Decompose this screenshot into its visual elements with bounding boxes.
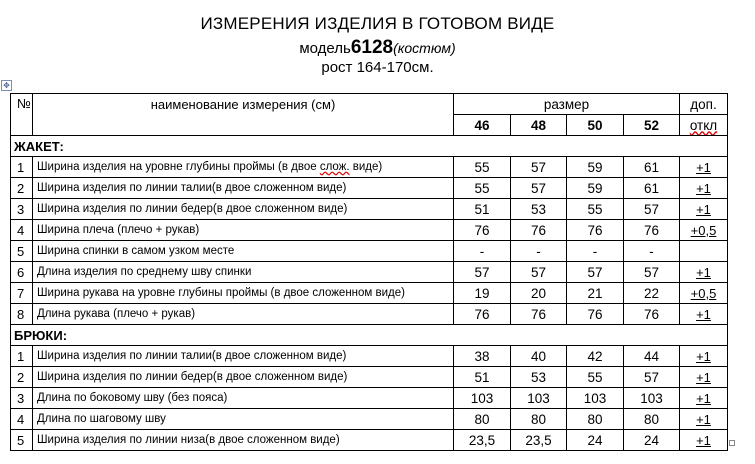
size-value-50: 76 — [567, 220, 624, 241]
tolerance-text: +1 — [696, 411, 711, 427]
size-value-46: 55 — [454, 157, 511, 178]
tolerance-text: +1 — [696, 306, 711, 322]
size-value-48: 76 — [511, 304, 567, 325]
height-range: рост 164-170см. — [321, 59, 434, 76]
size-value-46: - — [454, 241, 511, 262]
model-prefix: модель — [299, 40, 351, 57]
row-number: 8 — [11, 304, 33, 325]
size-value-52: 103 — [624, 388, 680, 409]
table-resize-handle[interactable] — [729, 440, 735, 446]
size-value-48: - — [511, 241, 567, 262]
size-value-50: 59 — [567, 157, 624, 178]
size-value-52: 57 — [624, 199, 680, 220]
size-header-50: 50 — [567, 115, 624, 136]
document-title: ИЗМЕРЕНИЯ ИЗДЕЛИЯ В ГОТОВОМ ВИДЕ — [200, 14, 555, 33]
size-value-46: 55 — [454, 178, 511, 199]
size-value-52: 57 — [624, 367, 680, 388]
model-number: 6128 — [350, 37, 394, 58]
tolerance-text: +1 — [696, 264, 711, 280]
row-number: 1 — [11, 346, 33, 367]
size-value-50: 42 — [567, 346, 624, 367]
size-value-50: 57 — [567, 262, 624, 283]
size-value-48: 20 — [511, 283, 567, 304]
tolerance-value — [680, 304, 728, 325]
table-row — [11, 199, 728, 220]
table-row — [11, 409, 728, 430]
size-header-52: 52 — [624, 115, 680, 136]
table-row — [11, 262, 728, 283]
tolerance-value — [680, 262, 728, 283]
measurement-name: Ширина изделия по линии талии(в двое сложенном виде) — [33, 178, 454, 199]
row-number: 6 — [11, 262, 33, 283]
measurement-name: Длина рукава (плечо + рукав) — [33, 304, 454, 325]
table-row — [11, 178, 728, 199]
row-number: 2 — [11, 367, 33, 388]
size-value-50: - — [567, 241, 624, 262]
tolerance-value — [680, 241, 728, 262]
table-row — [11, 367, 728, 388]
section-title: БРЮКИ: — [11, 325, 728, 346]
tolerance-text: +0,5 — [690, 285, 717, 301]
size-value-46: 51 — [454, 199, 511, 220]
header-size: размер — [454, 94, 680, 115]
size-value-50: 59 — [567, 178, 624, 199]
size-value-52: - — [624, 241, 680, 262]
table-row — [11, 430, 728, 451]
measurement-name: Ширина изделия по линии талии(в двое сложенном виде) — [33, 346, 454, 367]
tolerance-text: +1 — [696, 348, 711, 364]
size-value-50: 80 — [567, 409, 624, 430]
size-value-52: 80 — [624, 409, 680, 430]
header-tolerance-2-text: откл — [689, 117, 718, 133]
tolerance-value — [680, 199, 728, 220]
size-header-46: 46 — [454, 115, 511, 136]
section-title: ЖАКЕТ: — [11, 136, 728, 157]
size-value-52: 44 — [624, 346, 680, 367]
size-value-48: 76 — [511, 220, 567, 241]
tolerance-value — [680, 388, 728, 409]
tolerance-text: +1 — [696, 159, 711, 175]
size-value-46: 51 — [454, 367, 511, 388]
size-value-46: 57 — [454, 262, 511, 283]
table-row — [11, 241, 728, 262]
measurement-name: Ширина рукава на уровне глубины проймы (в двое сложенном виде) — [33, 283, 454, 304]
table-row — [11, 220, 728, 241]
tolerance-value — [680, 220, 728, 241]
size-value-46: 19 — [454, 283, 511, 304]
header-tolerance-2 — [680, 115, 728, 136]
spellcheck-word: слож. — [319, 161, 350, 173]
size-value-46: 76 — [454, 220, 511, 241]
tolerance-value — [680, 430, 728, 451]
header-tolerance-1: доп. — [680, 94, 728, 115]
tolerance-text: +1 — [696, 180, 711, 196]
table-row — [11, 304, 728, 325]
tolerance-text: +0,5 — [690, 222, 717, 238]
size-value-52: 22 — [624, 283, 680, 304]
measurement-name: Ширина изделия по линии бедер(в двое сложенном виде) — [33, 199, 454, 220]
size-value-48: 103 — [511, 388, 567, 409]
model-line — [0, 37, 755, 59]
measurement-name: Длина по боковому шву (без пояса) — [33, 388, 454, 409]
tolerance-value — [680, 157, 728, 178]
row-number: 7 — [11, 283, 33, 304]
measurement-name: Ширина изделия на уровне глубины проймы (в двое слож. виде) — [33, 157, 454, 178]
tolerance-text: +1 — [696, 432, 711, 448]
tolerance-value — [680, 367, 728, 388]
size-value-48: 53 — [511, 367, 567, 388]
row-number: 5 — [11, 241, 33, 262]
size-value-52: 76 — [624, 304, 680, 325]
tolerance-value — [680, 178, 728, 199]
size-value-46: 80 — [454, 409, 511, 430]
tolerance-value — [680, 409, 728, 430]
measurement-name: Ширина изделия по линии низа(в двое сложенном виде) — [33, 430, 454, 451]
table-row — [11, 283, 728, 304]
measurement-name: Ширина изделия по линии бедер(в двое сложенном виде) — [33, 367, 454, 388]
size-value-48: 40 — [511, 346, 567, 367]
table-row — [11, 388, 728, 409]
row-number: 1 — [11, 157, 33, 178]
size-value-48: 57 — [511, 178, 567, 199]
table-row — [11, 157, 728, 178]
row-number: 3 — [11, 199, 33, 220]
size-value-48: 57 — [511, 262, 567, 283]
size-value-52: 61 — [624, 178, 680, 199]
table-move-handle-icon[interactable]: ✥ — [1, 80, 12, 91]
size-value-50: 21 — [567, 283, 624, 304]
size-value-48: 23,5 — [511, 430, 567, 451]
size-value-50: 55 — [567, 367, 624, 388]
tolerance-text: +1 — [696, 369, 711, 385]
row-number: 3 — [11, 388, 33, 409]
size-value-48: 57 — [511, 157, 567, 178]
measurement-name: Ширина плеча (плечо + рукав) — [33, 220, 454, 241]
size-header-48: 48 — [511, 115, 567, 136]
tolerance-text: +1 — [696, 201, 711, 217]
row-number: 2 — [11, 178, 33, 199]
size-value-50: 103 — [567, 388, 624, 409]
size-value-46: 38 — [454, 346, 511, 367]
tolerance-text: +1 — [696, 390, 711, 406]
measurement-name: Длина по шаговому шву — [33, 409, 454, 430]
tolerance-value — [680, 346, 728, 367]
table-row — [11, 346, 728, 367]
model-note: (костюм) — [393, 40, 456, 56]
size-value-46: 103 — [454, 388, 511, 409]
size-value-46: 76 — [454, 304, 511, 325]
row-number: 4 — [11, 409, 33, 430]
size-value-46: 23,5 — [454, 430, 511, 451]
header-num: № — [11, 94, 33, 136]
measurements-table — [10, 93, 728, 451]
size-value-52: 76 — [624, 220, 680, 241]
size-value-48: 53 — [511, 199, 567, 220]
tolerance-value — [680, 283, 728, 304]
header-measure-name: наименование измерения (см) — [33, 94, 454, 136]
size-value-52: 24 — [624, 430, 680, 451]
size-value-52: 57 — [624, 262, 680, 283]
size-value-50: 24 — [567, 430, 624, 451]
row-number: 5 — [11, 430, 33, 451]
row-number: 4 — [11, 220, 33, 241]
measurement-name: Длина изделия по среднему шву спинки — [33, 262, 454, 283]
size-value-48: 80 — [511, 409, 567, 430]
measurement-name: Ширина спинки в самом узком месте — [33, 241, 454, 262]
section-header-row — [11, 325, 728, 346]
size-value-50: 76 — [567, 304, 624, 325]
section-header-row — [11, 136, 728, 157]
size-value-52: 61 — [624, 157, 680, 178]
size-value-50: 55 — [567, 199, 624, 220]
